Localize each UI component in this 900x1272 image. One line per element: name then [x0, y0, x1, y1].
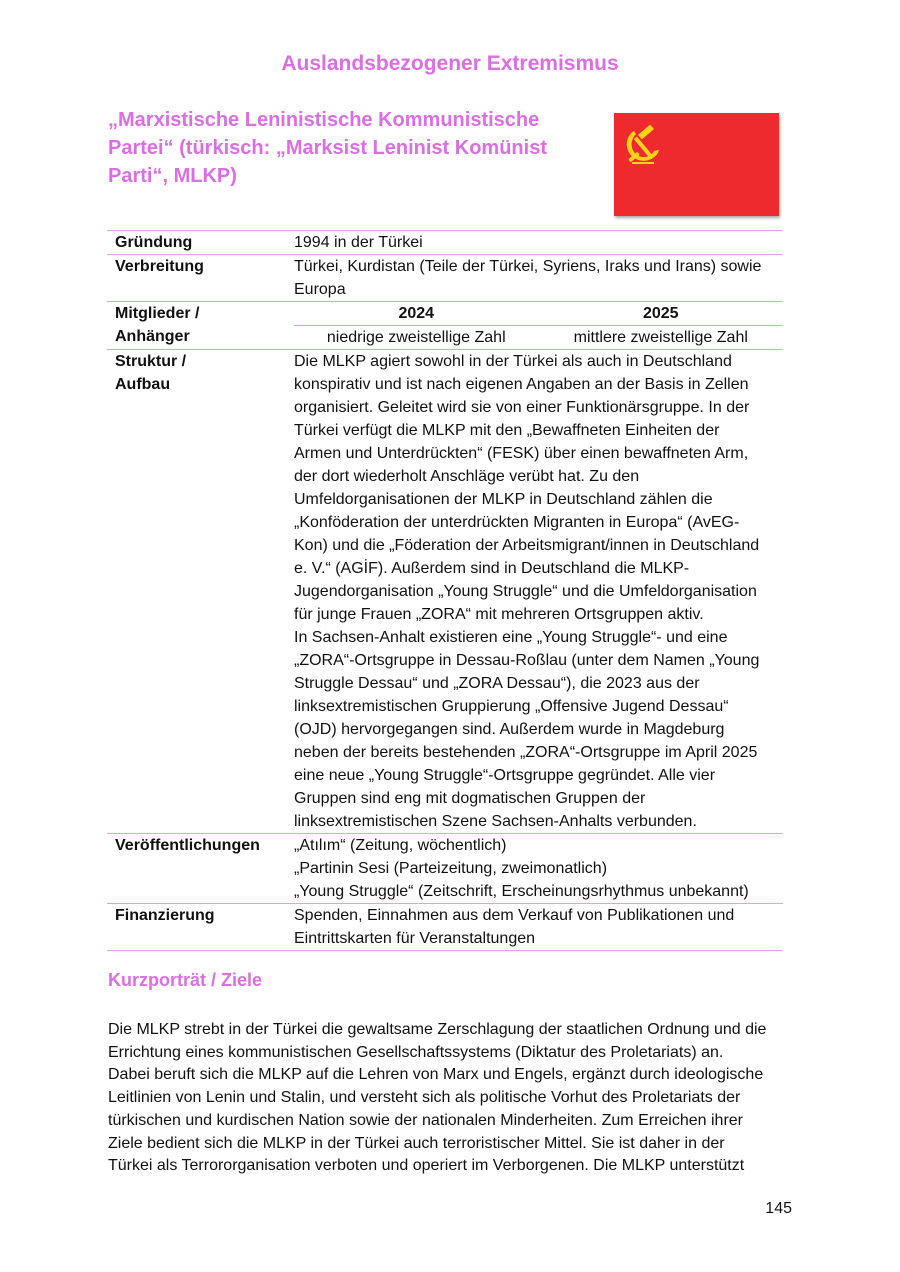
paragraph-line: Leitlinien von Lenin und Stalin, und versteht sich als politische Vorhut des Proletariats der [108, 1089, 741, 1107]
founding-value: 1994 in der Türkei [294, 234, 423, 251]
publication-item: „Atılım“ (Zeitung, wöchentlich) [294, 837, 507, 854]
structure-line: linksextremistischen Szene Sachsen-Anhalts verbunden. [294, 813, 697, 830]
members-value-2025: mittlere zweistellige Zahl [573, 329, 748, 346]
table-row-distribution [107, 255, 783, 302]
structure-label [107, 350, 294, 834]
members-label-line: Mitglieder / [115, 305, 200, 322]
structure-line: organisiert. Geleitet wird sie von einer Funktionärsgruppe. In der [294, 399, 750, 416]
members-label [107, 302, 294, 350]
structure-line: (OJD) hervorgegangen sind. Außerdem wurde in Magdeburg [294, 721, 725, 738]
structure-line: Türkei verfügt die MLKP mit den „Bewaffneten Einheiten der [294, 422, 720, 439]
publications-list [294, 834, 783, 903]
structure-line: e. V.“ (AGİF). Außerdem sind in Deutschland die MLKP- [294, 560, 690, 577]
members-year-2024: 2024 [294, 302, 539, 326]
structure-line: Gruppen sind eng mit dogmatischen Gruppen der [294, 790, 646, 807]
paragraph-line: türkischen und kurdischen Nation sowie der nationalen Minderheiten. Zum Erreichen ihrer [108, 1111, 743, 1129]
structure-line: der dort wiederholt Anschläge verübt hat. Zu den [294, 468, 640, 485]
distribution-value [294, 255, 783, 301]
financing-value [294, 904, 783, 950]
publication-item: „Young Struggle“ (Zeitschrift, Erscheinungsrhythmus unbekannt) [294, 883, 749, 900]
members-label-line: Anhänger [115, 328, 190, 345]
founding-label: Gründung [107, 231, 294, 255]
financing-line: Spenden, Einnahmen aus dem Verkauf von Publikationen und [294, 907, 735, 924]
members-grid [294, 302, 783, 349]
structure-text [294, 350, 783, 833]
structure-line: Struggle Dessau“ und „ZORA Dessau“), die 2023 aus der [294, 675, 700, 692]
paragraph-line: Die MLKP strebt in der Türkei die gewaltsame Zerschlagung der staatlichen Ordnung und die [108, 1021, 767, 1038]
paragraph-line: Türkei als Terrororganisation verboten und operiert im Verborgenen. Die MLKP unterstützt [108, 1157, 745, 1175]
financing-line: Eintrittskarten für Veranstaltungen [294, 930, 536, 947]
publication-item: „Partinin Sesi (Parteizeitung, zweimonatlich) [294, 860, 608, 877]
structure-line: konspirativ und ist nach eigenen Angaben an der Basis in Zellen [294, 376, 749, 393]
structure-line: Kon) und die „Föderation der Arbeitsmigrant/innen in Deutschland [294, 537, 760, 554]
organization-title-line: „Marxistische Leninistische Kommunistische [108, 109, 540, 131]
table-row-financing [107, 904, 783, 951]
hammer-and-sickle-icon [620, 121, 668, 169]
organization-title [108, 106, 598, 190]
structure-line: „ZORA“-Ortsgruppe in Dessau-Roßlau (unter dem Namen „Young [294, 652, 760, 669]
table-row-founding [107, 231, 783, 255]
distribution-line: Türkei, Kurdistan (Teile der Türkei, Syriens, Iraks und Irans) sowie [294, 258, 762, 275]
members-year-2025: 2025 [539, 302, 784, 326]
table-row-members [107, 302, 783, 350]
publications-label: Veröffentlichungen [107, 834, 294, 904]
organization-title-line: Partei“ (türkisch: „Marksist Leninist Komünist [108, 137, 547, 159]
page-number: 145 [765, 1200, 792, 1217]
structure-line: eine neue „Young Struggle“-Ortsgruppe gegründet. Alle vier [294, 767, 716, 784]
financing-label: Finanzierung [107, 904, 294, 951]
members-value-2024: niedrige zweistellige Zahl [326, 329, 506, 346]
structure-label-line: Struktur / [115, 353, 187, 370]
profile-table [107, 230, 783, 951]
structure-line: „Konföderation der unterdrückten Migranten in Europa“ (AvEG- [294, 514, 740, 531]
paragraph-line: Dabei beruft sich die MLKP auf die Lehren von Marx und Engels, ergänzt durch ideologische [108, 1066, 764, 1084]
organization-title-line: Parti“, MLKP) [108, 165, 237, 187]
structure-line: für junge Frauen „ZORA“ mit mehreren Ortsgruppen aktiv. [294, 606, 704, 623]
structure-line: Jugendorganisation „Young Struggle“ und die Umfeldorganisation [294, 583, 757, 600]
distribution-line: Europa [294, 281, 346, 298]
paragraph-line: Errichtung eines kommunistischen Gesellschaftssystems (Diktatur des Proletariats) an. [108, 1043, 724, 1061]
structure-line: Umfeldorganisationen der MLKP in Deutschland zählen die [294, 491, 713, 508]
structure-line: In Sachsen-Anhalt existieren eine „Young Struggle“- und eine [294, 629, 728, 646]
paragraph-line: Ziele bedient sich die MLKP in der Türkei auch terroristischer Mittel. Sie ist daher in der [108, 1134, 725, 1152]
structure-line: neben der bereits bestehenden „ZORA“-Ortsgruppe im April 2025 [294, 744, 758, 761]
running-title: Auslandsbezogener Extremismus [281, 52, 619, 75]
distribution-label: Verbreitung [107, 255, 294, 302]
structure-label-line: Aufbau [115, 376, 171, 393]
structure-line: Die MLKP agiert sowohl in der Türkei als auch in Deutschland [294, 353, 732, 370]
table-row-publications [107, 834, 783, 904]
profile-paragraph [108, 1019, 796, 1178]
structure-line: Armen und Unterdrückten“ (FESK) über einen bewaffneten Arm, [294, 445, 749, 462]
structure-line: linksextremistischen Gruppierung „Offensive Jugend Dessau“ [294, 698, 729, 715]
table-row-structure [107, 350, 783, 834]
mlkp-flag [614, 113, 779, 216]
section-heading-profile: Kurzporträt / Ziele [108, 970, 263, 990]
